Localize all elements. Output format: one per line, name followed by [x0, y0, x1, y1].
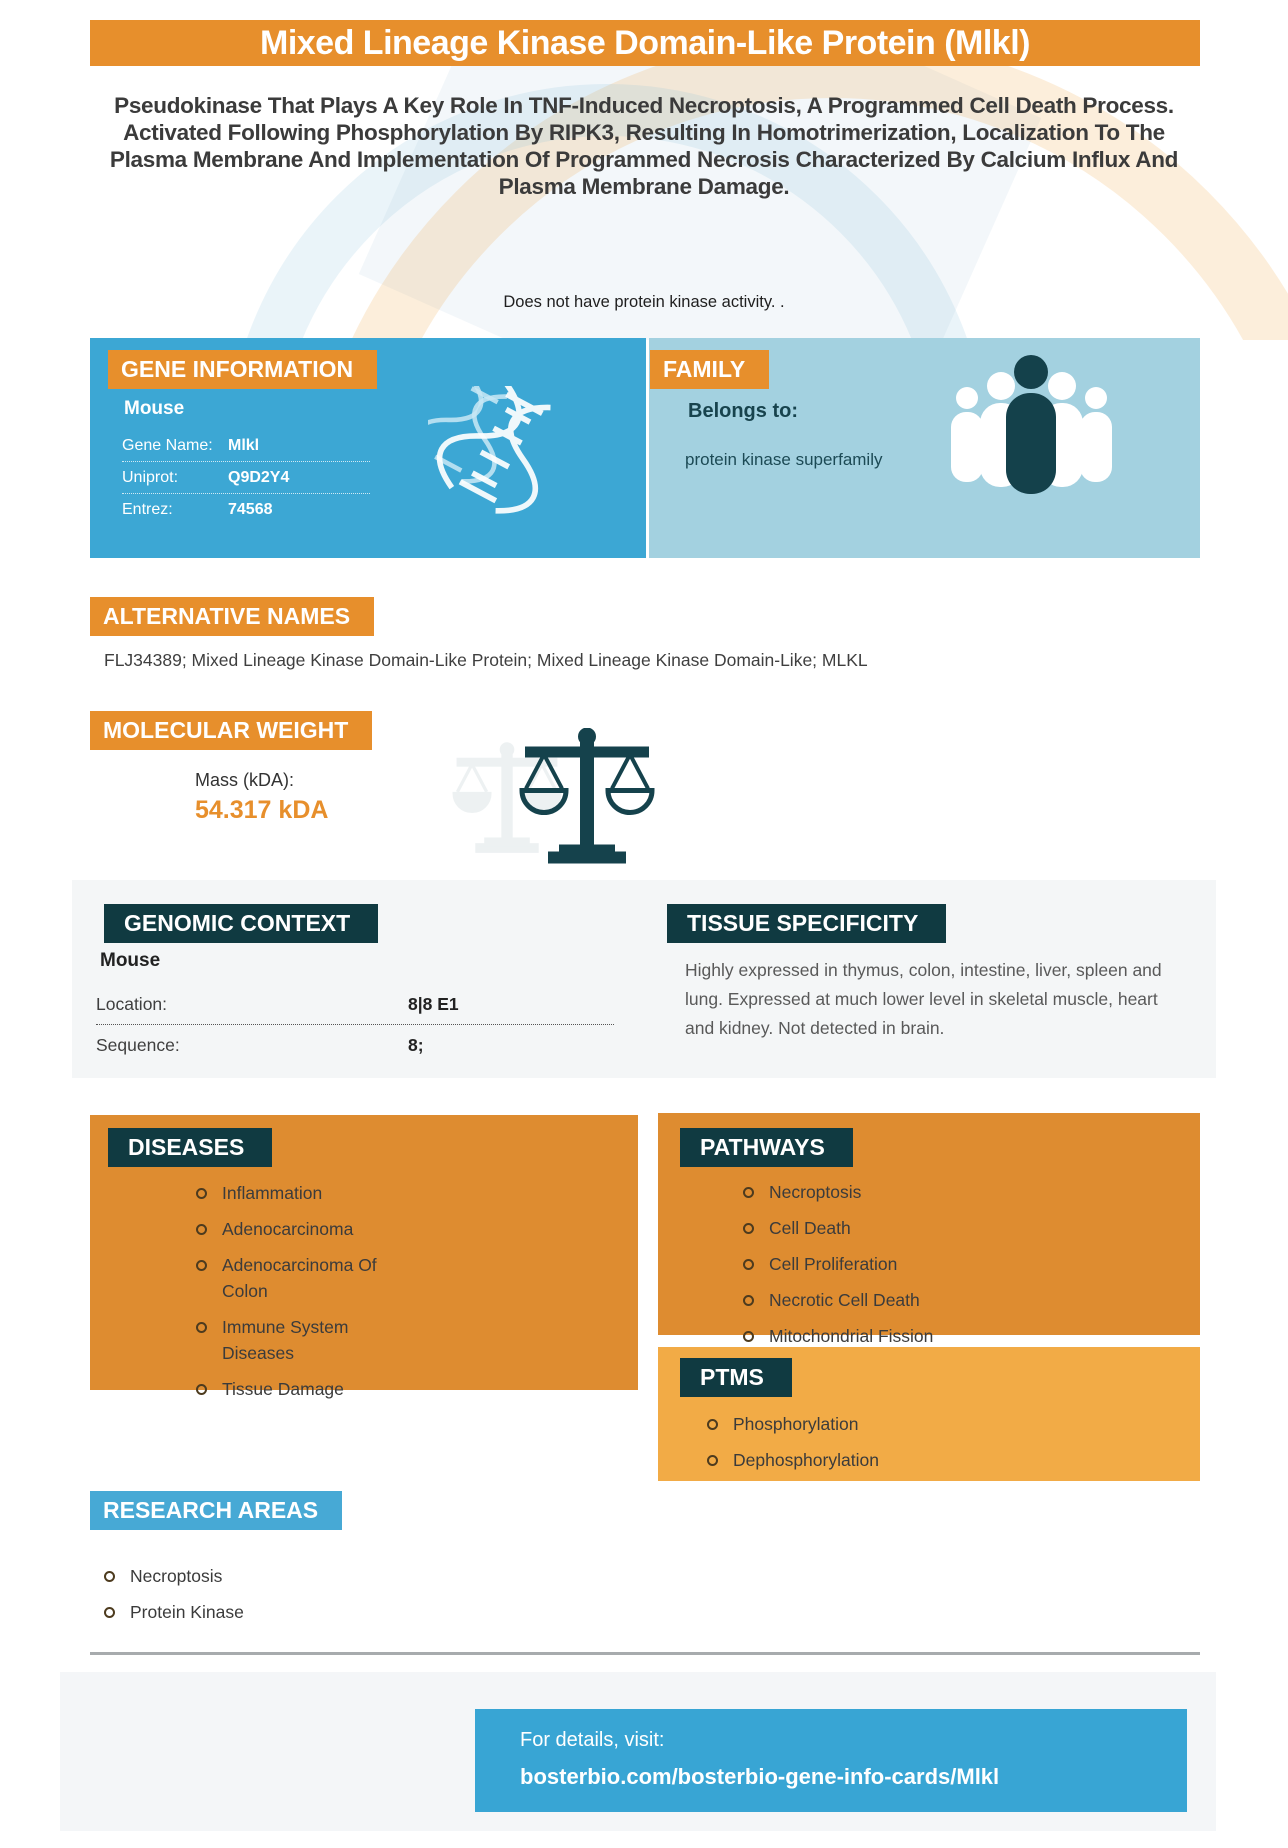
ptms-panel: [658, 1347, 1200, 1481]
list-item: Cell Proliferation: [741, 1251, 1161, 1277]
research-areas-list: [102, 1563, 502, 1635]
page-title: Mixed Lineage Kinase Domain-Like Protein (Mlkl): [260, 23, 1030, 62]
list-item: Dephosphorylation: [705, 1447, 959, 1473]
alternative-names-text: FLJ34389; Mixed Lineage Kinase Domain-Like Protein; Mixed Lineage Kinase Domain-Like; MLKL: [104, 650, 868, 670]
list-item: Cell Death: [741, 1215, 1161, 1241]
genomic-row-value: 8|8 E1: [408, 994, 459, 1014]
list-item: Phosphorylation: [705, 1411, 959, 1437]
genomic-species: Mouse: [100, 950, 161, 971]
gene-information-header: GENE INFORMATION: [108, 350, 377, 389]
ptms-list: [705, 1411, 1185, 1483]
family-belongs-label: Belongs to:: [688, 400, 798, 422]
footer-link[interactable]: bosterbio.com/bosterbio-gene-info-cards/Mlkl: [520, 1764, 1000, 1789]
gene-species: Mouse: [124, 398, 185, 419]
genomic-row: [96, 984, 614, 1025]
gene-row-value: Mlkl: [228, 437, 260, 454]
gene-row: [122, 430, 370, 462]
diseases-list: [194, 1180, 409, 1412]
tissue-specificity-header: TISSUE SPECIFICITY: [667, 904, 946, 943]
gene-row-label: Uniprot:: [122, 469, 179, 486]
gene-row-label: Gene Name:: [122, 437, 213, 454]
list-item: Adenocarcinoma Of Colon: [194, 1252, 409, 1304]
list-item: Necroptosis: [102, 1563, 502, 1589]
pathways-header: PATHWAYS: [680, 1128, 853, 1167]
genomic-row-label: Sequence:: [96, 1035, 180, 1055]
diseases-panel: [90, 1115, 638, 1399]
list-item: Necroptosis: [741, 1179, 1161, 1205]
genomic-tissue-panel: [72, 880, 1216, 1078]
family-header: FAMILY: [650, 350, 769, 389]
diseases-header: DISEASES: [108, 1128, 272, 1167]
footer-visit-label: For details, visit:: [520, 1729, 665, 1751]
footer-link-box: [475, 1709, 1187, 1812]
mass-value: 54.317 kDA: [195, 796, 329, 824]
title-bar: [90, 20, 1200, 66]
ptms-header: PTMS: [680, 1358, 792, 1397]
protein-description: Pseudokinase That Plays A Key Role In TNF-Induced Necroptosis, A Programmed Cell Death Process. Activated Following Phosphorylation By RIPK3, Resulting In Homotrimerization, Localization To The Plasma Membrane And Implementation Of Programmed Necrosis Characterized By Calcium Influx And Plasma Membrane Damage.: [109, 93, 1179, 199]
gene-row: [122, 494, 370, 525]
list-item: Immune System Diseases: [194, 1314, 409, 1366]
genomic-context-header: GENOMIC CONTEXT: [104, 904, 378, 943]
footer-divider: [90, 1652, 1200, 1655]
gene-rows: [122, 430, 370, 525]
genomic-row-value: 8;: [408, 1035, 424, 1055]
dna-helix-icon: [428, 386, 568, 521]
balance-scale-icon: [512, 728, 662, 864]
gene-row: [122, 462, 370, 494]
alternative-names-header: ALTERNATIVE NAMES: [90, 597, 374, 636]
pathways-panel: [658, 1113, 1200, 1346]
list-item: Tissue Damage: [194, 1376, 409, 1402]
list-item: Inflammation: [194, 1180, 409, 1206]
tissue-specificity-text: Highly expressed in thymus, colon, intestine, liver, spleen and lung. Expressed at much lower level in skeletal muscle, heart and kidney. Not detected in brain.: [685, 960, 1162, 1038]
footer-panel: [60, 1672, 1216, 1831]
mass-label: Mass (kDA):: [195, 770, 294, 790]
people-group-icon: [949, 342, 1114, 494]
molecular-weight-header: MOLECULAR WEIGHT: [90, 711, 372, 750]
gene-row-value: Q9D2Y4: [228, 469, 290, 486]
genomic-row-label: Location:: [96, 994, 168, 1014]
activity-note: Does not have protein kinase activity. .: [503, 293, 785, 311]
genomic-rows: [96, 984, 614, 1065]
pathways-list: [741, 1179, 1161, 1359]
list-item: Necrotic Cell Death: [741, 1287, 1161, 1313]
family-panel: [649, 338, 1200, 558]
list-item: Protein Kinase: [102, 1599, 502, 1625]
gene-row-label: Entrez:: [122, 501, 173, 518]
list-item: Mitochondrial Fission: [741, 1323, 1161, 1349]
family-value: protein kinase superfamily: [685, 450, 883, 469]
research-areas-header: RESEARCH AREAS: [90, 1491, 342, 1530]
list-item: Adenocarcinoma: [194, 1216, 409, 1242]
gene-information-panel: [90, 338, 646, 558]
genomic-row: [96, 1025, 614, 1065]
gene-row-value: 74568: [228, 501, 273, 518]
